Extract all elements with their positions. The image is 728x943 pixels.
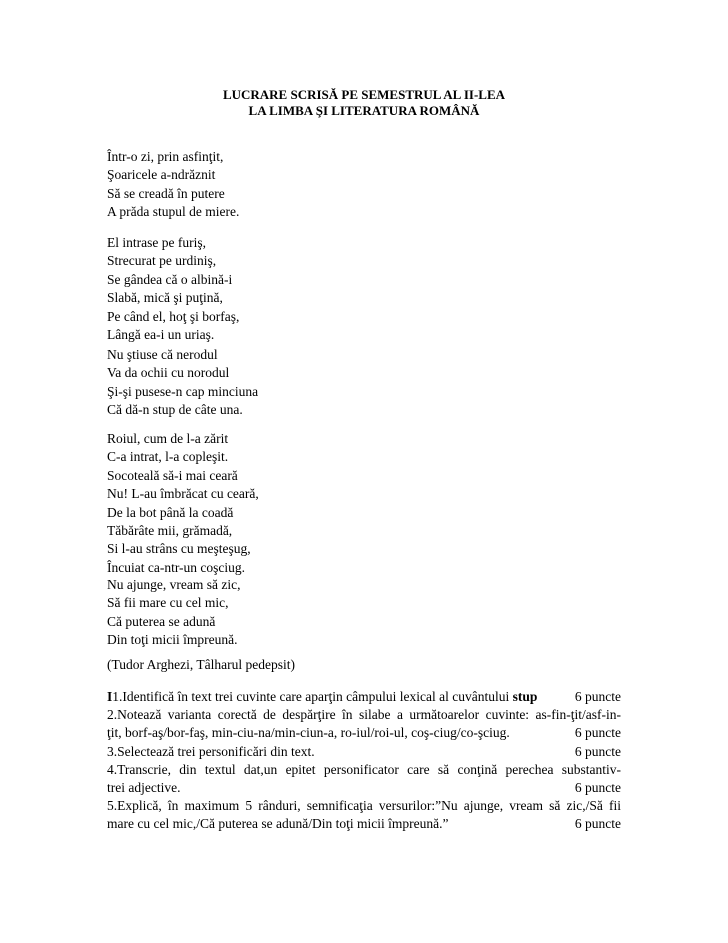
task-4-line-2: trei adjective. xyxy=(107,780,181,796)
task-5-line-2: mare cu cel mic,/Că puterea se adună/Din toţi micii împreună.” xyxy=(107,816,449,832)
task-1-text: 1.Identifică în text trei cuvinte care aparţin câmpului lexical al cuvântului xyxy=(112,689,513,704)
poem-author-citation: (Tudor Arghezi, Tâlharul pedepsit) xyxy=(107,657,295,672)
task-list xyxy=(107,688,621,834)
poem-line: Roiul, cum de l-a zărit xyxy=(107,431,229,446)
poem-line: C-a intrat, l-a copleşit. xyxy=(107,449,229,465)
poem-line: Din toţi micii împreună. xyxy=(107,632,238,648)
task-1-points: 6 puncte xyxy=(574,689,621,704)
task-5-points: 6 puncte xyxy=(574,816,621,832)
task-2-line-2: ţit, borf-aş/bor-faş, min-ciu-na/min-ciun-a, ro-iul/roi-ul, coş-ciug/co-şciug. xyxy=(107,725,510,741)
task-4-line-1: 4.Transcrie, din textul dat,un epitet personificator care să conţină perechea substantiv- xyxy=(107,761,621,777)
poem-line: Şi-şi pusese-n cap minciuna xyxy=(107,383,259,399)
task-4 xyxy=(107,761,621,797)
poem-line: Că dă-n stup de câte una. xyxy=(107,402,243,418)
task-1-keyword: stup xyxy=(512,689,538,704)
task-3-text: 3.Selectează trei personificări din text. xyxy=(107,743,315,759)
task-3 xyxy=(107,743,621,761)
poem-line: Nu! L-au îmbrăcat cu ceară, xyxy=(107,486,259,502)
poem-line: Încuiat ca-ntr-un coşciug. xyxy=(107,559,246,575)
poem-stanza-5 xyxy=(107,576,240,650)
page-title-line-2: LA LIMBA ŞI LITERATURA ROMÂNĂ xyxy=(248,103,480,118)
poem-line: Într-o zi, prin asfinţit, xyxy=(107,149,224,164)
poem-line: Nu ajunge, vream să zic, xyxy=(107,577,241,592)
poem-line: El intrase pe furiş, xyxy=(107,235,206,250)
poem-line: Lângă ea-i un uriaş. xyxy=(107,327,215,343)
poem-line: De la bot până la coadă xyxy=(107,504,234,520)
task-4-points: 6 puncte xyxy=(574,780,621,796)
poem-line: Tăbărâte mii, grămadă, xyxy=(107,523,233,539)
poem-line: Socoteală să-i mai ceară xyxy=(107,467,238,483)
poem-stanza-2 xyxy=(107,234,239,344)
poem-stanza-3 xyxy=(107,346,258,420)
task-2-line-1: 2.Notează varianta corectă de despărţire în silabe a următoarelor cuvinte: as-fin-ţit/asf-in- xyxy=(107,707,621,723)
poem-line: Slabă, mică şi puţină, xyxy=(107,290,223,306)
task-5 xyxy=(107,797,621,833)
poem-line: Nu ştiuse că nerodul xyxy=(107,347,218,362)
poem-line: Va da ochii cu norodul xyxy=(107,365,230,381)
poem-line: Să fii mare cu cel mic, xyxy=(107,595,229,611)
task-3-points: 6 puncte xyxy=(574,743,621,759)
poem-stanza-4 xyxy=(107,430,259,577)
poem-line: Pe când el, hoţ şi borfaş, xyxy=(107,308,240,324)
task-1 xyxy=(107,688,621,706)
poem-line: Că puterea se adună xyxy=(107,613,216,629)
page-title-line-1: LUCRARE SCRISĂ PE SEMESTRUL AL II-LEA xyxy=(222,87,506,102)
poem-line: A prăda stupul de miere. xyxy=(107,204,240,220)
poem-line: Si l-au strâns cu meşteşug, xyxy=(107,541,251,557)
task-1-prefix: I xyxy=(107,689,113,704)
poem-stanza-1 xyxy=(107,148,239,222)
poem-line: Şoaricele a-ndrăznit xyxy=(107,167,216,183)
poem-line: Strecurat pe urdiniş, xyxy=(107,253,217,269)
task-2-points: 6 puncte xyxy=(574,725,621,741)
task-5-line-1: 5.Explică, în maximum 5 rânduri, semnificaţia versurilor:”Nu ajunge, vream să zic,/Să fii xyxy=(107,798,621,814)
poem-line: Să se creadă în putere xyxy=(107,185,225,201)
poem-line: Se gândea că o albină-i xyxy=(107,271,233,287)
task-2 xyxy=(107,706,621,742)
